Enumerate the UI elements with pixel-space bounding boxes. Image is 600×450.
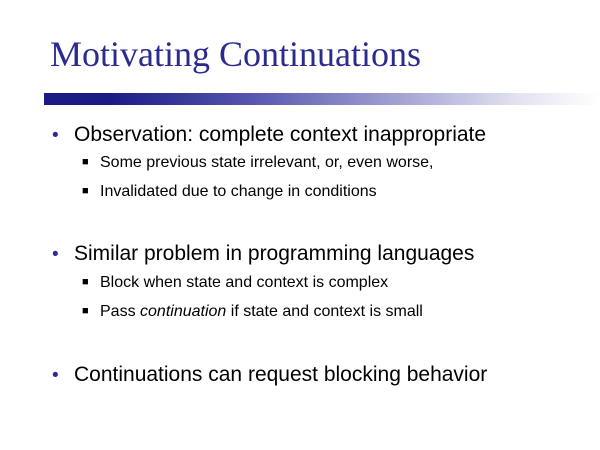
- square-bullet-icon: ■: [82, 185, 89, 197]
- bullet-1: [52, 124, 486, 145]
- sub-bullet-2-2-post: if state and context is small: [226, 303, 423, 320]
- slide-title: Motivating Continuations: [50, 34, 422, 74]
- bullet-dot-icon: •: [52, 244, 59, 265]
- sub-bullet-2-2: [82, 304, 423, 320]
- sub-bullet-2-1: [82, 275, 388, 291]
- sub-bullet-1-1: [82, 155, 434, 171]
- sub-bullet-2-2-pre: Pass: [100, 303, 141, 320]
- square-bullet-icon: ■: [82, 305, 89, 317]
- bullet-3-text: Continuations can request blocking behavior: [74, 363, 488, 386]
- sub-bullet-2-1-text: Block when state and context is complex: [100, 274, 389, 291]
- bullet-1-text: Observation: complete context inappropriate: [74, 123, 487, 146]
- bullet-dot-icon: •: [52, 365, 59, 386]
- bullet-2: [52, 243, 474, 264]
- square-bullet-icon: ■: [82, 276, 89, 288]
- sub-bullet-1-1-text: Some previous state irrelevant, or, even worse,: [100, 154, 434, 171]
- bullet-3: [52, 364, 487, 385]
- sub-bullet-2-2-emphasis: continuation: [140, 303, 227, 320]
- bullet-2-text: Similar problem in programming languages: [74, 242, 475, 265]
- sub-bullet-1-2: [82, 184, 377, 200]
- square-bullet-icon: ■: [82, 156, 89, 168]
- bullet-dot-icon: •: [52, 125, 59, 146]
- sub-bullet-1-2-text: Invalidated due to change in conditions: [100, 183, 377, 200]
